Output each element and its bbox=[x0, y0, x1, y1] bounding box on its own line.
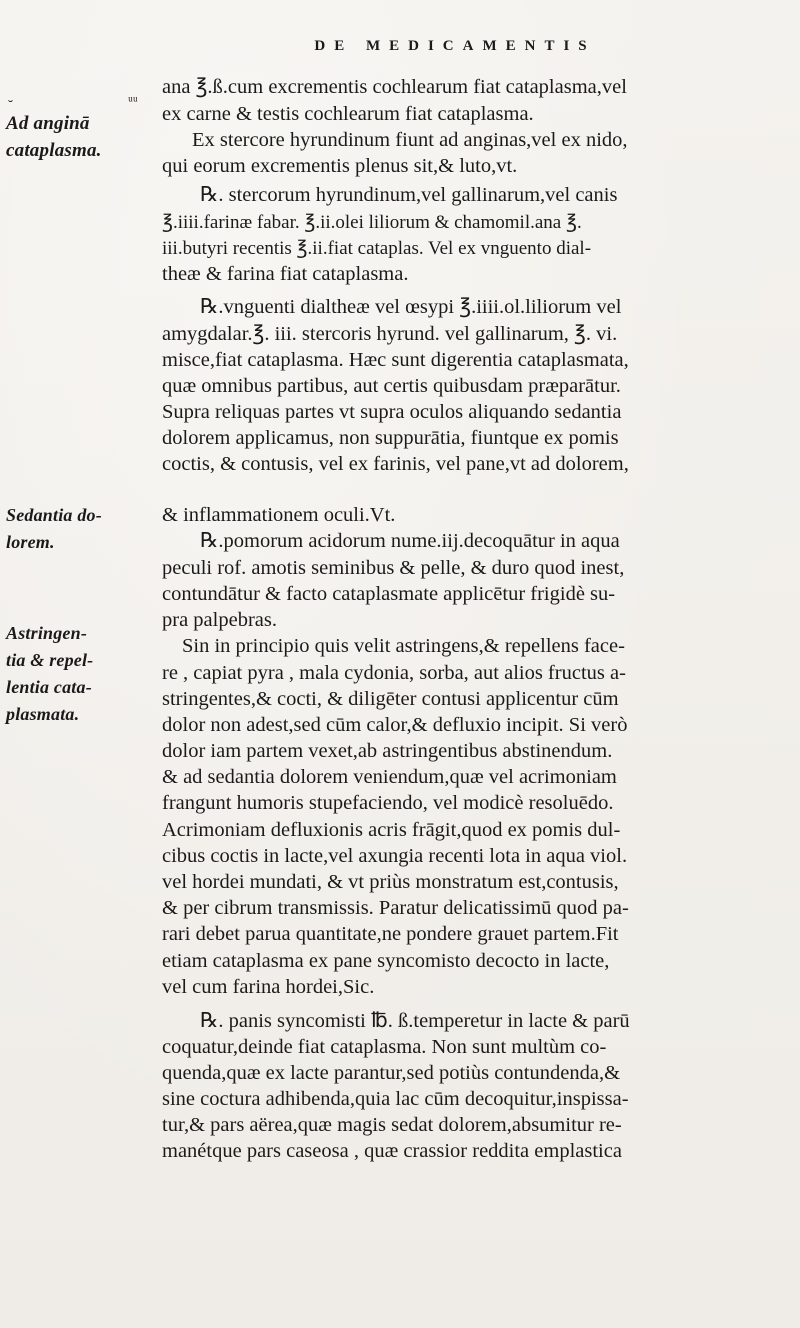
margin-note-line: cataplasma. bbox=[6, 140, 102, 161]
body-line: misce,fiat cataplasma. Hæc sunt digerentia cataplasmata, bbox=[162, 349, 629, 371]
body-line: theæ & farina fiat cataplasma. bbox=[162, 263, 409, 285]
body-line: qui eorum excrementis plenus sit,& luto,vt. bbox=[162, 155, 518, 177]
body-line: coquatur,deinde fiat cataplasma. Non sunt multùm co- bbox=[162, 1036, 607, 1058]
margin-note-line: Ad anginā bbox=[6, 113, 90, 134]
body-line: vel hordei mundati, & vt priùs monstratum est,contusis, bbox=[162, 871, 619, 893]
body-line: rari debet parua quantitate,ne pondere grauet partem.Fit bbox=[162, 923, 619, 945]
body-line: dolorem applicamus, non suppurātia, fiuntque ex pomis bbox=[162, 427, 619, 449]
body-line: sine coctura adhibenda,quia lac cūm decoquitur,inspissa- bbox=[162, 1088, 629, 1110]
body-line: iii.butyri recentis ℥.ii.fiat cataplas. Vel ex vnguento dial- bbox=[162, 238, 592, 259]
body-line: ex carne & testis cochlearum fiat cataplasma. bbox=[162, 103, 534, 125]
body-line: amygdalar.℥. iii. stercoris hyrund. vel gallinarum, ℥. vi. bbox=[162, 323, 618, 345]
body-line: contundātur & facto cataplasmate applicētur frigidè su- bbox=[162, 583, 616, 605]
body-line: tur,& pars aërea,quæ magis sedat dolorem,absumitur re- bbox=[162, 1114, 622, 1136]
body-line: ℞. stercorum hyrundinum,vel gallinarum,vel canis bbox=[200, 184, 618, 206]
margin-mark-1: ˘ bbox=[8, 98, 13, 114]
body-line: peculi rof. amotis seminibus & pelle, & duro quod inest, bbox=[162, 557, 625, 579]
body-line: ℞.pomorum acidorum nume.iij.decoquātur in aqua bbox=[200, 530, 620, 552]
body-line: Sin in principio quis velit astringens,& repellens face- bbox=[182, 635, 625, 657]
body-line: & inflammationem oculi.Vt. bbox=[162, 504, 396, 526]
body-line: etiam cataplasma ex pane syncomisto decocto in lacte, bbox=[162, 950, 610, 972]
body-line: & ad sedantia dolorem veniendum,quæ vel acrimoniam bbox=[162, 766, 617, 788]
body-line: ℞.vnguenti dialtheæ vel œsypi ℥.iiii.ol.liliorum vel bbox=[200, 296, 622, 318]
body-line: Ex stercore hyrundinum fiunt ad anginas,vel ex nido, bbox=[192, 129, 628, 151]
body-line: & per cibrum transmissis. Paratur delicatissimū quod pa- bbox=[162, 897, 629, 919]
margin-note-line: Astringen- bbox=[6, 623, 88, 643]
margin-note-astringentia bbox=[6, 620, 156, 728]
margin-note-angina bbox=[6, 110, 156, 164]
margin-mark-2: ᵤᵤ bbox=[128, 88, 138, 104]
body-line: stringentes,& cocti, & diligēter contusi applicentur cūm bbox=[162, 688, 619, 710]
body-line: dolor iam partem vexet,ab astringentibus abstinendum. bbox=[162, 740, 613, 762]
body-line: frangunt humoris stupefaciendo, vel modicè resoluēdo. bbox=[162, 792, 614, 814]
body-line: ana ℥.ß.cum excrementis cochlearum fiat cataplasma,vel bbox=[162, 76, 627, 98]
body-line: manétque pars caseosa , quæ crassior reddita emplastica bbox=[162, 1140, 622, 1162]
margin-note-sedantia bbox=[6, 502, 156, 556]
body-line: quenda,quæ ex lacte parantur,sed potiùs contundenda,& bbox=[162, 1062, 621, 1084]
body-line: ℞. panis syncomisti ℔. ß.temperetur in lacte & parū bbox=[200, 1010, 630, 1032]
body-line: re , capiat pyra , mala cydonia, sorba, aut alios fructus a- bbox=[162, 662, 626, 684]
body-line: vel cum farina hordei,Sic. bbox=[162, 976, 375, 998]
body-line: ℥.iiii.farinæ fabar. ℥.ii.olei liliorum & chamomil.ana ℥. bbox=[162, 212, 582, 233]
running-head: DE MEDICAMENTIS bbox=[314, 38, 596, 54]
body-line: dolor non adest,sed cūm calor,& defluxio incipit. Si verò bbox=[162, 714, 628, 736]
body-line: quæ omnibus partibus, aut certis quibusdam præparātur. bbox=[162, 375, 621, 397]
margin-note-line: lorem. bbox=[6, 532, 55, 552]
body-line: coctis, & contusis, vel ex farinis, vel pane,vt ad dolorem, bbox=[162, 453, 629, 475]
body-line: Acrimoniam defluxionis acris frāgit,quod ex pomis dul- bbox=[162, 819, 621, 841]
margin-note-line: plasmata. bbox=[6, 704, 80, 724]
margin-note-line: Sedantia do- bbox=[6, 505, 102, 525]
body-line: Supra reliquas partes vt supra oculos aliquando sedantia bbox=[162, 401, 622, 423]
body-line: pra palpebras. bbox=[162, 609, 277, 631]
margin-note-line: lentia cata- bbox=[6, 677, 92, 697]
margin-note-line: tia & repel- bbox=[6, 650, 94, 670]
body-line: cibus coctis in lacte,vel axungia recenti lota in aqua viol. bbox=[162, 845, 628, 867]
